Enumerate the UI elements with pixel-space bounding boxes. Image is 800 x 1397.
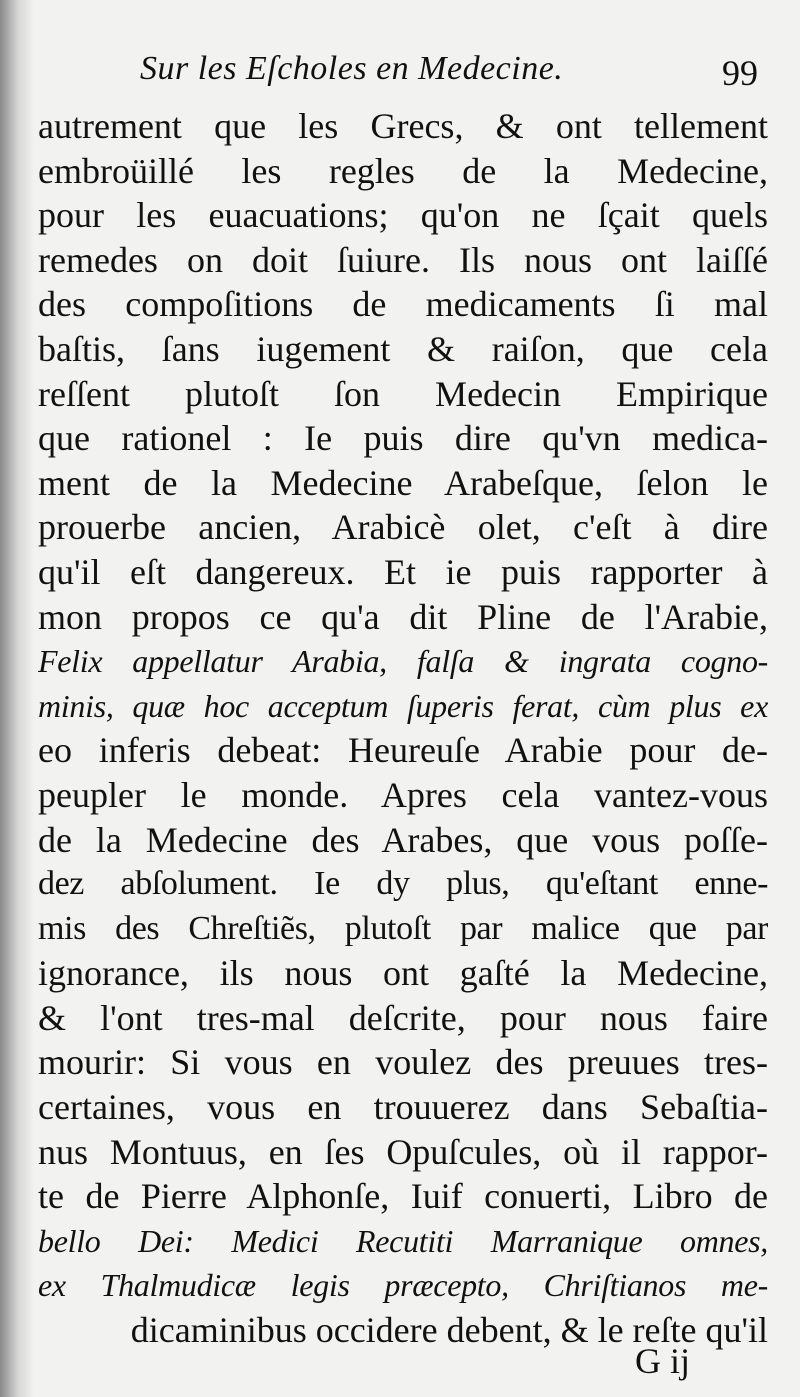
text-line: embroüillé les regles de la Medecine, xyxy=(38,150,768,191)
latin-quote-line: minis, quæ hoc acceptum ſuperis ferat, cùm plus ex xyxy=(38,687,768,724)
signature-mark: G ij xyxy=(634,1341,690,1381)
text-line: mon propos ce qu'a dit Pline de l'Arabie, xyxy=(38,596,768,637)
text-line: prouerbe ancien, Arabicè olet, c'eſt à dire xyxy=(38,507,768,548)
text-line: des compoſitions de medicaments ſi mal xyxy=(38,284,768,325)
latin-quote-line: ex Thalmudicæ legis præcepto, Chriſtianos me- xyxy=(38,1267,768,1304)
text-line: eo inferis debeat: Heureuſe Arabie pour de- xyxy=(38,730,768,771)
text-line: mourir: Si vous en voulez des preuues tres- xyxy=(38,1042,768,1083)
text-line: remedes on doit ſuiure. Ils nous ont laiſſé xyxy=(38,239,768,280)
text-line: de la Medecine des Arabes, que vous poſſe- xyxy=(38,819,768,860)
latin-quote-line: bello Dei: Medici Recutiti Marranique omnes, xyxy=(38,1222,768,1259)
text-line: nus Montuus, en ſes Opuſcules, où il rappor- xyxy=(38,1131,768,1172)
page-number: 99 xyxy=(722,53,758,93)
page-header xyxy=(0,46,800,106)
gutter-shadow xyxy=(0,0,34,1397)
text-line: reſſent plutoſt ſon Medecin Empirique xyxy=(38,373,768,414)
text-line: pour les euacuations; qu'on ne ſçait quels xyxy=(38,195,768,236)
text-line: ment de la Medecine Arabeſque, ſelon le xyxy=(38,462,768,503)
text-line: mis des Chreſtiẽs, plutoſt par malice que par xyxy=(38,909,768,947)
text-line: dez abſolument. Ie dy plus, qu'eſtant enne- xyxy=(38,865,768,903)
text-line: & l'ont tres-mal deſcrite, pour nous faire xyxy=(38,997,768,1038)
body-text xyxy=(38,104,768,1353)
latin-quote-line: Felix appellatur Arabia, falſa & ingrata cogno- xyxy=(38,643,768,680)
text-line: que rationel : Ie puis dire qu'vn medica- xyxy=(38,418,768,459)
running-head: Sur les Eſcholes en Medecine. xyxy=(140,50,564,87)
text-line: certaines, vous en trouuerez dans Sebaſtia- xyxy=(38,1087,768,1128)
text-line: autrement que les Grecs, & ont tellement xyxy=(38,106,768,146)
text-line: ignorance, ils nous ont gaſté la Medecine, xyxy=(38,953,768,994)
text-line: baſtis, ſans iugement & raiſon, que cela xyxy=(38,328,768,369)
text-line: te de Pierre Alphonſe, Iuif conuerti, Libro de xyxy=(38,1176,768,1217)
text-line: dicaminibus occidere debent, & le reſte qu'il xyxy=(130,1310,768,1351)
text-line: qu'il eſt dangereux. Et ie puis rapporter à xyxy=(38,551,768,592)
text-line: peupler le monde. Apres cela vantez-vous xyxy=(38,774,768,815)
